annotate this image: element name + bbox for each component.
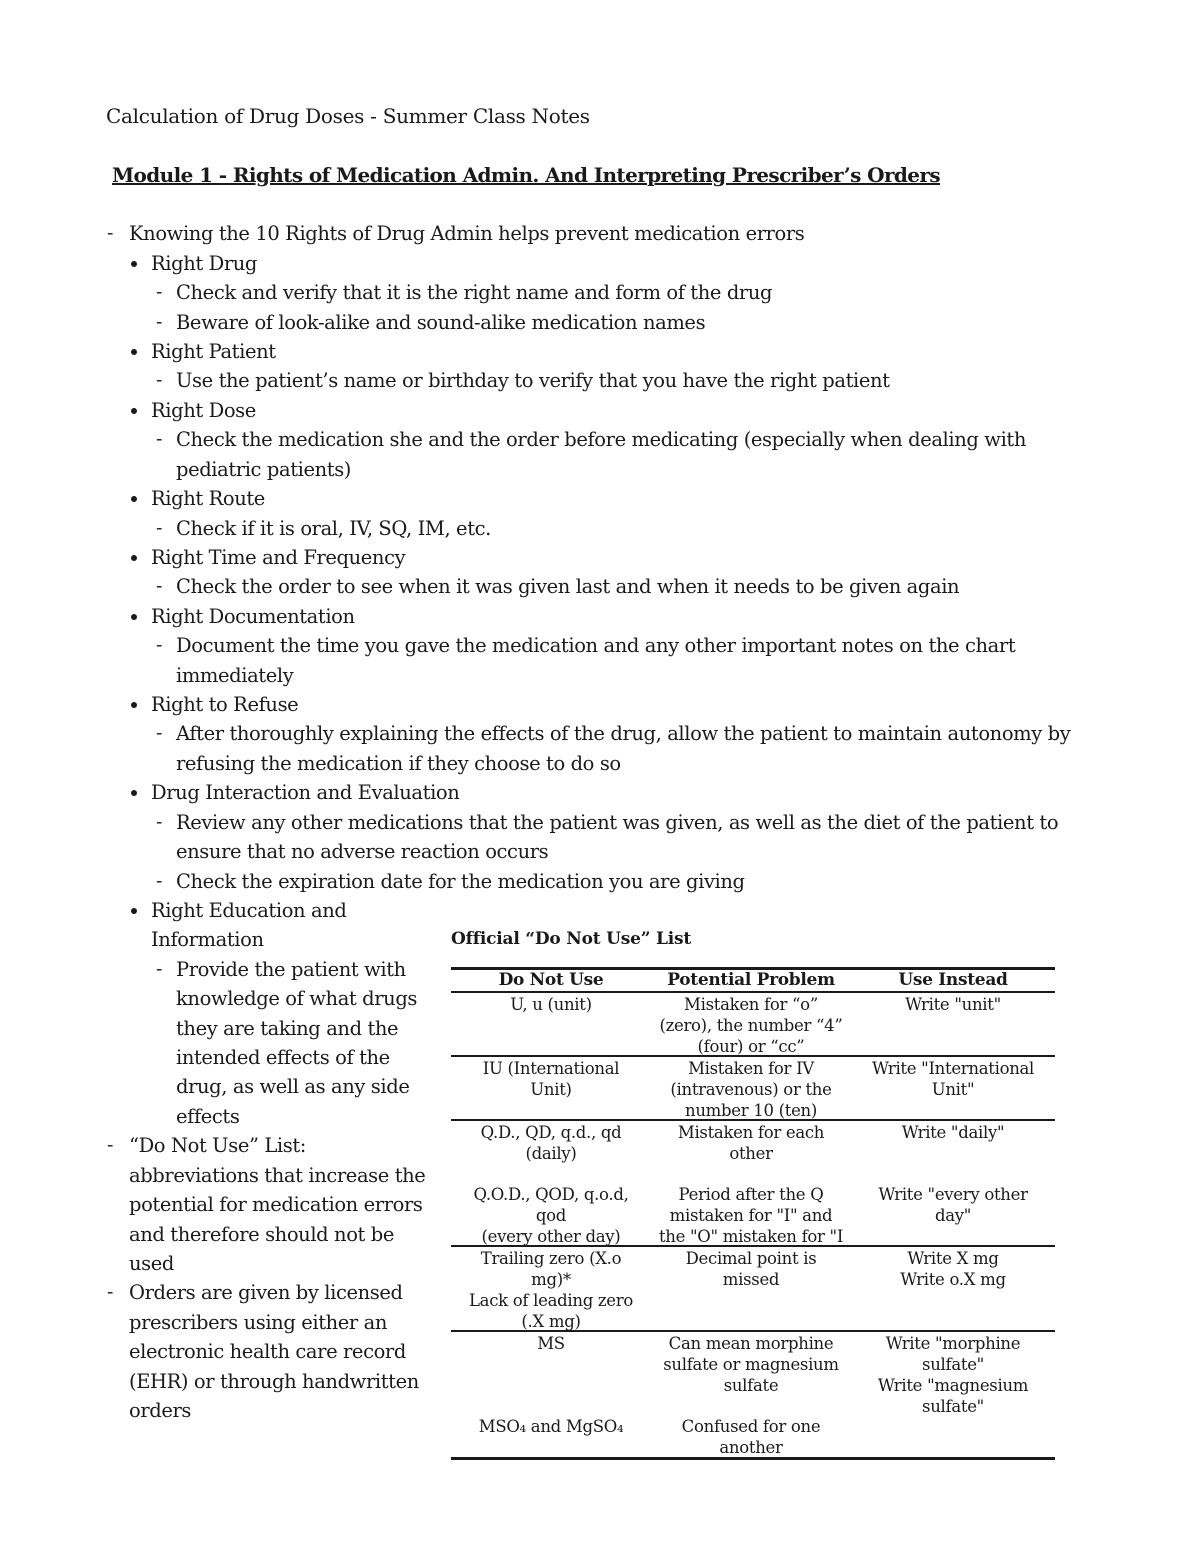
dash-marker: - (156, 722, 163, 744)
module-heading: Module 1 - Rights of Medication Admin. And Interpreting Prescriber’s Orders (112, 163, 941, 187)
table-cell (451, 1058, 651, 1100)
table-cell (451, 1122, 651, 1164)
table-cell-line: Q.D., QD, q.d., qd (480, 1123, 622, 1142)
table-cell-line: qod (535, 1206, 567, 1225)
table-cell (451, 1184, 651, 1247)
bullet-dot (131, 555, 137, 561)
table-cell-line: MSO₄ and MgSO₄ (478, 1417, 624, 1436)
note-line: Check the medication she and the order before medicating (especially when dealing with (176, 428, 1026, 451)
note-line: Information (151, 928, 264, 951)
dash-marker: - (156, 428, 163, 450)
dash-marker: - (156, 870, 163, 892)
table-cell-line: Write o.X mg (900, 1270, 1006, 1289)
table-cell-line: sulfate or magnesium (663, 1355, 839, 1374)
note-line: orders (129, 1399, 192, 1422)
table-cell (651, 1416, 851, 1458)
table-header-cell: Use Instead (898, 970, 1008, 990)
note-line: Provide the patient with (176, 958, 406, 981)
table-rule (451, 991, 1055, 993)
table-cell (651, 1333, 851, 1396)
table-cell-line: Write "daily" (901, 1123, 1005, 1142)
table-cell-line: Write "morphine (885, 1334, 1021, 1353)
table-cell-line: Write "magnesium (877, 1376, 1029, 1395)
table-cell-line: number 10 (ten) (685, 1101, 817, 1120)
table-cell-line: Write "International (871, 1059, 1035, 1078)
table-cell-line: sulfate" (922, 1397, 984, 1416)
dash-marker: - (156, 811, 163, 833)
dash-marker: - (156, 634, 163, 656)
note-line: intended effects of the (176, 1046, 390, 1069)
note-line: Check the expiration date for the medication you are giving (176, 870, 745, 893)
note-line: Document the time you gave the medication and any other important notes on the chart (176, 634, 1016, 657)
note-line: and therefore should not be (129, 1223, 395, 1246)
note-line: they are taking and the (176, 1017, 399, 1040)
page-title: Calculation of Drug Doses - Summer Class Notes (106, 104, 590, 128)
note-line: immediately (176, 664, 294, 687)
table-cell-line: (daily) (525, 1144, 577, 1163)
table-cell (651, 1248, 851, 1290)
table-cell-line: Period after the Q (678, 1185, 824, 1204)
table-cell (851, 1122, 1055, 1143)
note-line: Right Education and (151, 899, 347, 922)
table-cell-line: Unit) (530, 1080, 572, 1099)
table-cell-line: IU (International (482, 1059, 620, 1078)
dash-marker: - (156, 311, 163, 333)
table-cell (651, 1184, 851, 1247)
table-cell-line: (every other day) (481, 1227, 621, 1246)
note-line: abbreviations that increase the (129, 1164, 426, 1187)
do-not-use-title: Official “Do Not Use” List (451, 929, 692, 949)
table-cell-line: (four) or “cc” (697, 1037, 805, 1056)
table-cell (851, 994, 1055, 1015)
table-cell-line: mg)* (531, 1270, 571, 1289)
note-line: Drug Interaction and Evaluation (151, 781, 460, 804)
note-line: Right Documentation (151, 605, 355, 628)
note-line: “Do Not Use” List: (129, 1134, 306, 1157)
table-cell (851, 1058, 1055, 1100)
table-cell-line: Write X mg (907, 1249, 999, 1268)
note-line: prescribers using either an (129, 1311, 388, 1334)
note-line: Right Time and Frequency (151, 546, 406, 569)
table-cell-line: Trailing zero (X.o (480, 1249, 622, 1268)
bullet-dot (131, 408, 137, 414)
bullet-dot (131, 349, 137, 355)
bullet-dot (131, 908, 137, 914)
note-line: pediatric patients) (176, 458, 352, 481)
table-cell-line: Q.O.D., QOD, q.o.d, (473, 1185, 629, 1204)
note-line: Right Dose (151, 399, 256, 422)
table-cell-line: (zero), the number “4” (659, 1016, 843, 1035)
table-cell (651, 1058, 851, 1121)
bullet-dot (131, 702, 137, 708)
table-cell-line: another (719, 1438, 783, 1457)
table-cell-line: sulfate (723, 1376, 779, 1395)
note-line: Check if it is oral, IV, SQ, IM, etc. (176, 517, 491, 540)
table-cell (451, 1416, 651, 1437)
note-line: Check the order to see when it was given last and when it needs to be given again (176, 575, 960, 598)
table-cell-line: Write "unit" (905, 995, 1001, 1014)
note-line: electronic health care record (129, 1340, 406, 1363)
note-line: Right to Refuse (151, 693, 299, 716)
bullet-dot (131, 496, 137, 502)
bullet-dot (131, 261, 137, 267)
note-line: After thoroughly explaining the effects of the drug, allow the patient to maintain autonomy by (176, 722, 1071, 745)
table-cell (851, 1184, 1055, 1226)
table-cell-line: mistaken for "I" and (669, 1206, 833, 1225)
table-cell-line: Unit" (931, 1080, 975, 1099)
table-cell-line: Decimal point is (685, 1249, 817, 1268)
table-cell (651, 994, 851, 1057)
table-cell-line: Confused for one (681, 1417, 821, 1436)
note-line: Beware of look-alike and sound-alike medication names (176, 311, 706, 334)
table-cell-line: the "O" mistaken for "I (658, 1227, 844, 1246)
table-cell-line: Can mean morphine (668, 1334, 834, 1353)
dash-marker: - (156, 575, 163, 597)
table-cell-line: U, u (unit) (510, 995, 592, 1014)
table-cell (451, 1333, 651, 1354)
dash-marker: - (107, 222, 114, 244)
table-cell-line: other (729, 1144, 773, 1163)
table-cell-line: (.X mg) (521, 1312, 581, 1331)
table-cell-line: Write "every other (878, 1185, 1028, 1204)
note-line: refusing the medication if they choose to do so (176, 752, 621, 775)
dash-marker: - (156, 958, 163, 980)
note-line: Review any other medications that the patient was given, as well as the diet of the patient to (176, 811, 1059, 834)
note-line: Right Route (151, 487, 265, 510)
bullet-dot (131, 614, 137, 620)
dash-marker: - (156, 517, 163, 539)
table-cell-line: Mistaken for IV (688, 1059, 814, 1078)
note-line: Right Drug (151, 252, 257, 275)
note-line: Check and verify that it is the right name and form of the drug (176, 281, 773, 304)
dash-marker: - (156, 281, 163, 303)
dash-marker: - (156, 369, 163, 391)
dash-marker: - (107, 1281, 114, 1303)
table-cell-line: Mistaken for “o” (684, 995, 818, 1014)
note-line: Use the patient’s name or birthday to verify that you have the right patient (176, 369, 890, 392)
note-line: used (129, 1252, 174, 1275)
note-line: knowledge of what drugs (176, 987, 418, 1010)
note-line: Right Patient (151, 340, 276, 363)
table-header-cell: Do Not Use (498, 970, 604, 990)
note-line: potential for medication errors (129, 1193, 423, 1216)
note-line: drug, as well as any side (176, 1075, 410, 1098)
table-cell (851, 1248, 1055, 1290)
table-cell-line: MS (537, 1334, 565, 1353)
note-line: Orders are given by licensed (129, 1281, 403, 1304)
table-cell-line: Lack of leading zero (469, 1291, 633, 1310)
table-cell (451, 1248, 651, 1332)
dash-marker: - (107, 1134, 114, 1156)
bullet-dot (131, 790, 137, 796)
note-line: (EHR) or through handwritten (129, 1370, 419, 1393)
table-cell-line: missed (722, 1270, 780, 1289)
table-cell (851, 1333, 1055, 1417)
table-cell (451, 994, 651, 1015)
table-cell-line: sulfate" (922, 1355, 984, 1374)
note-line: effects (176, 1105, 240, 1128)
table-cell-line: day" (934, 1206, 972, 1225)
note-line: ensure that no adverse reaction occurs (176, 840, 549, 863)
table-header-cell: Potential Problem (667, 970, 835, 990)
table-cell-line: Mistaken for each (677, 1123, 825, 1142)
table-cell (651, 1122, 851, 1164)
table-cell-line: (intravenous) or the (670, 1080, 832, 1099)
note-line: Knowing the 10 Rights of Drug Admin helps prevent medication errors (129, 222, 805, 245)
